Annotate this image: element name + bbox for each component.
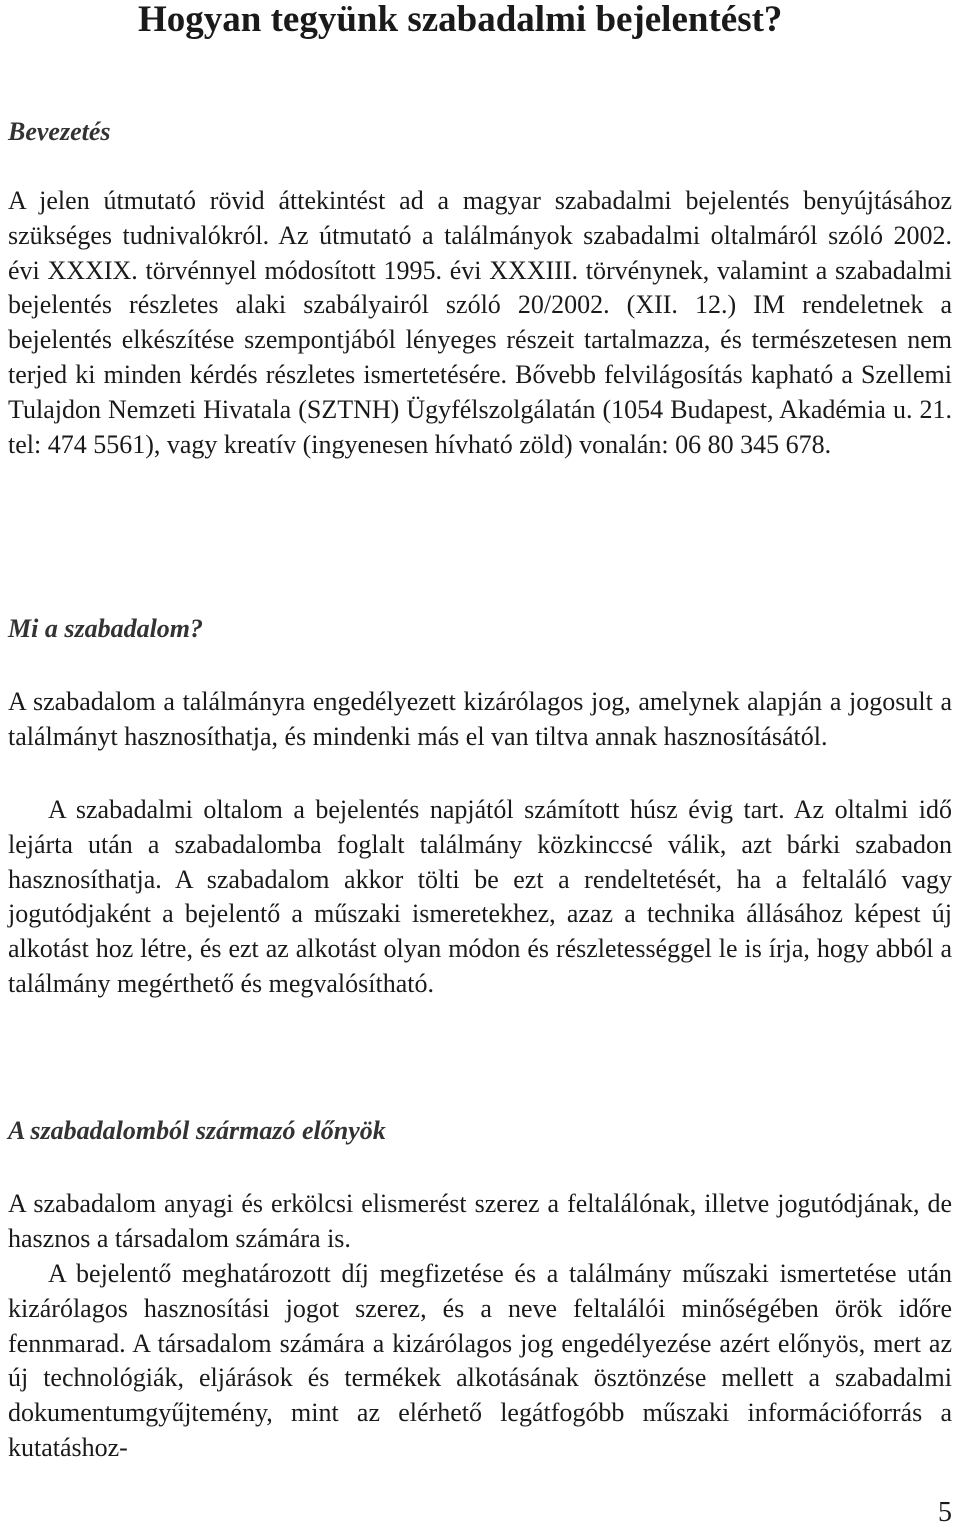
advantages-paragraph-1: A szabadalom anyagi és erkölcsi elismerést szerez a feltalálónak, illetve jogutódjának, de hasznos a társadalom számára is.: [8, 1189, 952, 1253]
document-title: Hogyan tegyünk szabadalmi bejelentést?: [138, 0, 783, 40]
advantages-paragraph-2: A bejelentő meghatározott díj megfizetése és a találmány műszaki ismertetése után kizárólagos hasznosítási jogot szerez, és a neve feltalálói minőségében örök időre fennmarad. A társadalom számára a kizárólagos jog engedélyezése azért előnyös, mert az új technológiák, eljárások és termékek alkotásának ösztönzése mellett a szabadalmi dokumentumgyűjtemény, mint az elérhető legátfogóbb műszaki információforrás a kutatáshoz-: [8, 1259, 952, 1462]
section-heading-intro: Bevezetés: [8, 117, 111, 146]
intro-paragraph: A jelen útmutató rövid áttekintést ad a magyar szabadalmi bejelentés benyújtásához szükséges tudnivalókról. Az útmutató a találmányok szabadalmi oltalmáról szóló 2002. évi XXXIX. törvénnyel módosított 1995. évi XXXIII. törvénynek, valamint a szabadalmi bejelentés részletes alaki szabályairól szóló 20/2002. (XII. 12.) IM rendeletnek a bejelentés elkészítése szempontjából lényeges részeit tartalmazza, és természetesen nem terjed ki minden kérdés részletes ismertetésére. Bővebb felvilágosítás kapható a Szellemi Tulajdon Nemzeti Hivatala (SZTNH) Ügyfélszolgálatán (1054 Budapest, Akadémia u. 21. tel: 474 5561), vagy kreatív (ingyenesen hívható zöld) vonalán: 06 80 345 678.: [8, 186, 952, 459]
patent-definition-paragraph: A szabadalom a találmányra engedélyezett kizárólagos jog, amelynek alapján a jogosult a találmányt hasznosíthatja, és mindenki más el van tiltva annak hasznosításától.: [8, 687, 952, 751]
page-number: 5: [938, 1497, 952, 1528]
section-heading-what-is-patent: Mi a szabadalom?: [8, 614, 204, 643]
section-heading-advantages: A szabadalomból származó előnyök: [8, 1116, 386, 1145]
title-block: [8, 0, 782, 40]
patent-duration-paragraph: A szabadalmi oltalom a bejelentés napjától számított húsz évig tart. Az oltalmi idő lejárta után a szabadalomba foglalt találmány közkinccsé válik, azt bárki szabadon hasznosíthatja. A szabadalom akkor tölti be ezt a rendeltetését, ha a feltaláló vagy jogutódjaként a bejelentő a műszaki ismeretekhez, azaz a technika állásához képest új alkotást hoz létre, és ezt az alkotást olyan módon és részletességgel le is írja, hogy abból a találmány megérthető és megvalósítható.: [8, 795, 952, 998]
